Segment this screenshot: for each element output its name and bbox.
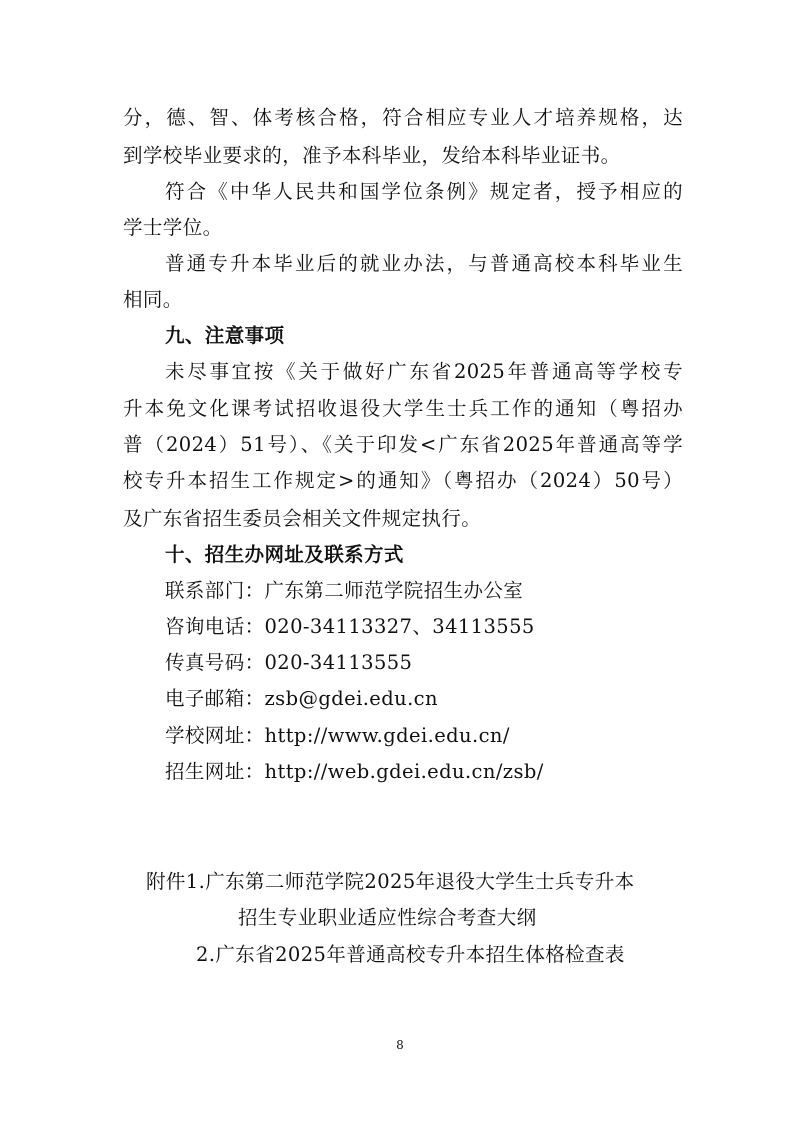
degree-line-1: 符合《中华人民共和国学位条例》规定者，授予相应的 — [165, 180, 683, 203]
section-9-line-1: 未尽事宜按《关于做好广东省2025年普通高等学校专 — [165, 360, 683, 383]
section-9-line-5: 及广东省招生委员会相关文件规定执行。 — [123, 507, 482, 530]
attachment-2: 2.广东省2025年普通高校专升本招生体格检查表 — [196, 943, 625, 966]
attachment-1-line-2: 招生专业职业适应性综合考查大纲 — [238, 906, 537, 929]
section-9-line-4: 校专升本招生工作规定>的通知》（粤招办（2024）50号） — [123, 469, 683, 492]
contact-phone: 咨询电话：020-34113327、34113555 — [165, 615, 535, 638]
contact-school-website[interactable]: 学校网址：http://www.gdei.edu.cn/ — [165, 724, 510, 747]
section-9-heading: 九、注意事项 — [165, 324, 285, 347]
section-10-heading: 十、招生办网址及联系方式 — [165, 543, 404, 566]
page-number: 8 — [396, 1038, 404, 1052]
employment-line-2: 相同。 — [123, 288, 183, 311]
attachment-1-line-1: 附件1.广东第二师范学院2025年退役大学生士兵专升本 — [146, 870, 635, 893]
employment-line-1: 普通专升本毕业后的就业办法，与普通高校本科毕业生 — [165, 252, 683, 275]
degree-line-2: 学士学位。 — [123, 216, 223, 239]
section-9-line-2: 升本免文化课考试招收退役大学生士兵工作的通知（粤招办 — [123, 397, 683, 420]
graduation-line-1: 分，德、智、体考核合格，符合相应专业人才培养规格，达 — [123, 106, 683, 129]
section-9-line-3: 普（2024）51号）、《关于印发<广东省2025年普通高等学 — [123, 433, 683, 456]
contact-admissions-website[interactable]: 招生网址：http://web.gdei.edu.cn/zsb/ — [165, 760, 544, 783]
contact-email[interactable]: 电子邮箱：zsb@gdei.edu.cn — [165, 687, 438, 710]
contact-fax: 传真号码：020-34113555 — [165, 651, 413, 674]
graduation-line-2: 到学校毕业要求的，准予本科毕业，发给本科毕业证书。 — [123, 144, 621, 167]
contact-department: 联系部门：广东第二师范学院招生办公室 — [165, 579, 524, 602]
